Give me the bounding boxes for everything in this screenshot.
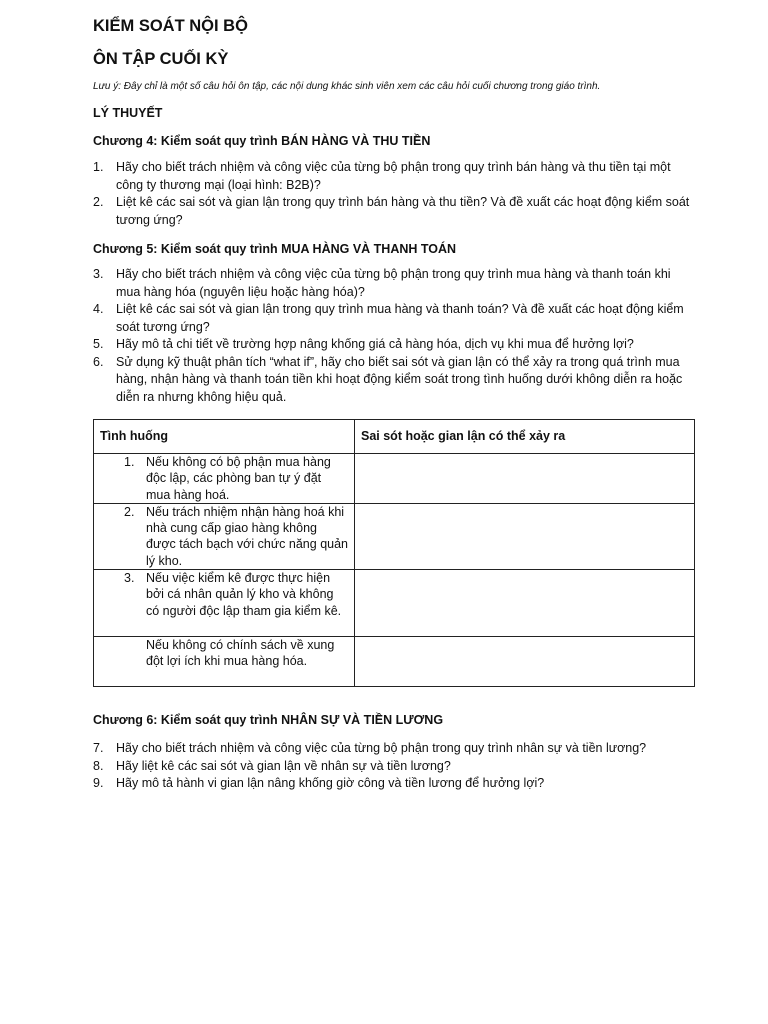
situation-cell bbox=[94, 503, 355, 569]
question-number: 2. bbox=[93, 195, 104, 209]
chapter-4-heading: Chương 4: Kiểm soát quy trình BÁN HÀNG VÀ THU TIỀN bbox=[93, 134, 431, 148]
question-number: 5. bbox=[93, 337, 104, 351]
theory-heading: LÝ THUYẾT bbox=[93, 106, 163, 120]
answer-cell[interactable] bbox=[355, 454, 695, 504]
question-text: Liệt kê các sai sót và gian lận trong quy trình mua hàng và thanh toán? Và đề xuất các hoạt động kiểm soát tương ứng? bbox=[116, 302, 684, 334]
question-number: 1. bbox=[93, 160, 104, 174]
list-item bbox=[93, 336, 695, 354]
list-item bbox=[93, 775, 695, 793]
situation-text: Nếu trách nhiệm nhận hàng hoá khi nhà cung cấp giao hàng không được tách bạch với chức năng quản lý kho. bbox=[146, 504, 348, 568]
list-item bbox=[93, 301, 695, 336]
situation-text: Nếu không có chính sách về xung đột lợi ích khi mua hàng hóa. bbox=[146, 638, 335, 669]
list-item bbox=[93, 354, 695, 407]
answer-cell[interactable] bbox=[355, 637, 695, 687]
chapter-6-heading: Chương 6: Kiểm soát quy trình NHÂN SỰ VÀ TIỀN LƯƠNG bbox=[93, 713, 444, 727]
answer-cell[interactable] bbox=[355, 570, 695, 637]
table-row bbox=[94, 503, 695, 569]
question-text: Hãy cho biết trách nhiệm và công việc của từng bộ phận trong quy trình mua hàng và thanh toán khi mua hàng hóa (nguyên liệu hoặc hàng hóa)? bbox=[116, 267, 671, 299]
answer-cell[interactable] bbox=[355, 503, 695, 569]
situation-cell bbox=[94, 454, 355, 504]
question-number: 8. bbox=[93, 758, 104, 773]
situation-cell bbox=[94, 637, 355, 687]
situation-cell bbox=[94, 570, 355, 637]
list-item bbox=[93, 266, 695, 301]
table-header-situation: Tình huống bbox=[94, 420, 355, 454]
list-item bbox=[93, 194, 695, 229]
question-text: Hãy cho biết trách nhiệm và công việc của từng bộ phận trong quy trình bán hàng và thu tiền tại một công ty thương mại (loại hình: B2B)? bbox=[116, 160, 671, 192]
question-number: 9. bbox=[93, 776, 104, 790]
row-number: 1. bbox=[124, 455, 135, 469]
question-number: 7. bbox=[93, 741, 104, 755]
question-number: 6. bbox=[93, 354, 104, 369]
document-title: KIỂM SOÁT NỘI BỘ bbox=[93, 17, 248, 35]
list-item bbox=[93, 740, 695, 758]
list-item bbox=[93, 159, 695, 194]
table-row bbox=[94, 637, 695, 687]
question-text: Hãy cho biết trách nhiệm và công việc của từng bộ phận trong quy trình nhân sự và tiền lương? bbox=[116, 741, 647, 755]
table-header-errors: Sai sót hoặc gian lận có thể xảy ra bbox=[355, 420, 695, 454]
situation-text: Nếu không có bộ phận mua hàng độc lập, các phòng ban tự ý đặt mua hàng hoá. bbox=[146, 455, 331, 502]
question-text: Hãy mô tả chi tiết về trường hợp nâng khống giá cả hàng hóa, dịch vụ khi mua để hưởng lợi? bbox=[116, 337, 634, 351]
note-text: Lưu ý: Đây chỉ là một số câu hỏi ôn tập, các nội dung khác sinh viên xem các câu hỏi cuối chương trong giáo trình. bbox=[93, 81, 601, 92]
table-header-row bbox=[94, 420, 695, 454]
chapter-6-questions bbox=[93, 740, 695, 793]
chapter-5-questions bbox=[93, 266, 695, 406]
situation-text: Nếu việc kiểm kê được thực hiện bởi cá nhân quản lý kho và không có người độc lập tham gia kiểm kê. bbox=[146, 571, 342, 618]
row-number: 3. bbox=[124, 571, 135, 586]
question-text: Hãy mô tả hành vi gian lận nâng khống giờ công và tiền lương để hưởng lợi? bbox=[116, 776, 545, 790]
question-number: 4. bbox=[93, 302, 104, 316]
table-row bbox=[94, 454, 695, 504]
question-text: Hãy liệt kê các sai sót và gian lận về nhân sự và tiền lương? bbox=[116, 758, 451, 773]
chapter-5-heading: Chương 5: Kiểm soát quy trình MUA HÀNG VÀ THANH TOÁN bbox=[93, 242, 457, 256]
question-number: 3. bbox=[93, 267, 104, 281]
question-text: Sử dụng kỹ thuật phân tích “what if”, hãy cho biết sai sót và gian lận có thể xảy ra trong quá trình mua hàng, nhận hàng và thanh toán tiền khi hoạt động kiểm soát trong tình huống dưới không diễn ra hoặc diễn ra nhưng không hiệu quả. bbox=[116, 354, 683, 404]
question-text: Liệt kê các sai sót và gian lận trong quy trình bán hàng và thu tiền? Và đề xuất các hoạt động kiểm soát tương ứng? bbox=[116, 195, 690, 227]
list-item bbox=[93, 758, 695, 776]
table-row bbox=[94, 570, 695, 637]
situation-table bbox=[93, 419, 695, 687]
row-number: 2. bbox=[124, 504, 135, 519]
chapter-4-questions bbox=[93, 159, 695, 229]
document-subtitle: ÔN TẬP CUỐI KỲ bbox=[93, 50, 229, 68]
